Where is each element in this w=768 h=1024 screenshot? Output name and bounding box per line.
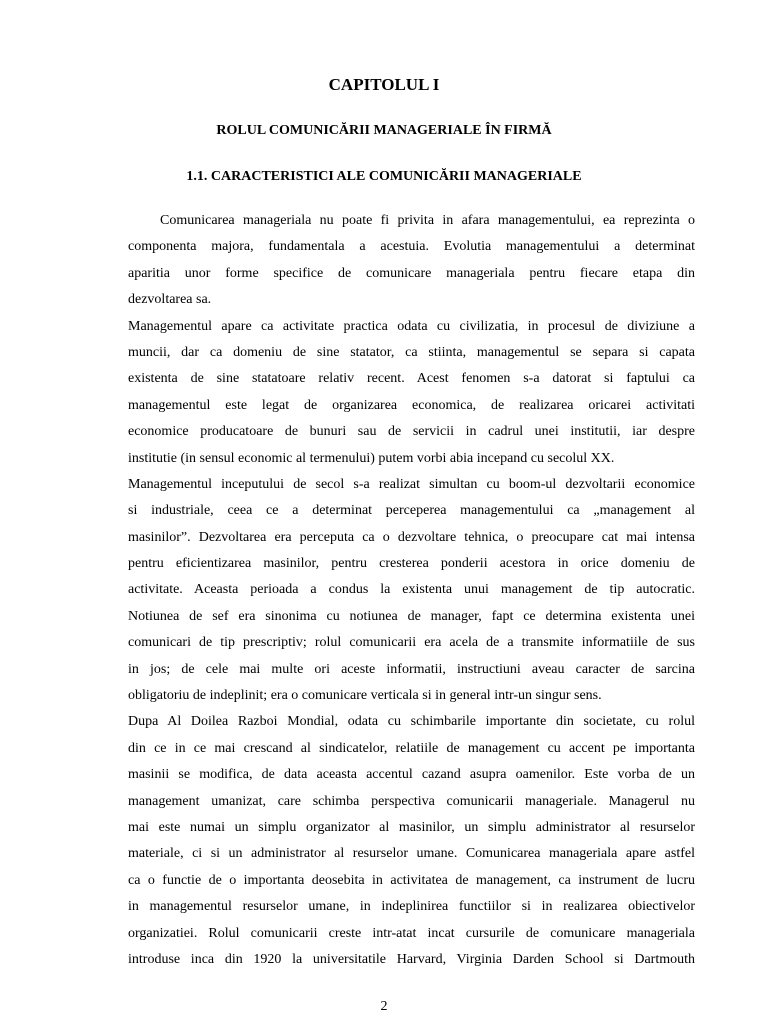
paragraph-line: Managementul inceputului de secol s-a realizat simultan cu boom-ul dezvoltarii economice — [128, 476, 695, 492]
paragraph-line: ca o functie de o importanta deosebita in activitatea de management, ca instrument de lucru — [128, 872, 695, 888]
paragraph-line: activitate. Aceasta perioada a condus la existenta unui management de tip autocratic. — [128, 582, 695, 598]
paragraph-line: masinii se modifica, de data aceasta accentul cazand asupra oamenilor. Este vorba de un — [128, 767, 695, 783]
section-heading: ROLUL COMUNICĂRII MANAGERIALE ÎN FIRMĂ — [216, 123, 552, 138]
paragraph-line: Managementul apare ca activitate practica odata cu civilizatia, in procesul de diviziune a — [128, 318, 695, 334]
paragraph-line: materiale, ci si un administrator al resurselor umane. Comunicarea manageriala apare astfel — [128, 846, 695, 862]
paragraph-line: in jos; de cele mai multe ori aceste informatii, instructiuni aveau caracter de sarcina — [128, 661, 695, 677]
paragraph-line: masinilor”. Dezvoltarea era perceputa ca o dezvoltare tehnica, o preocupare cat mai intensa — [128, 529, 695, 545]
paragraph-line: din ce in ce mai crescand al sindicatelor, relatiile de management cu accent pe importanta — [128, 740, 695, 756]
paragraph-line: obligatoriu de indeplinit; era o comunicare verticala si in general intr-un singur sens. — [128, 688, 602, 704]
paragraph-line: organizatiei. Rolul comunicarii creste intr-atat incat cursurile de comunicare manageriala — [128, 925, 695, 941]
paragraph-line: componenta majora, fundamentala a acestuia. Evolutia managementului a determinat — [128, 239, 695, 255]
paragraph-line: introduse inca din 1920 la universitatile Harvard, Virginia Darden School si Dartmouth — [128, 951, 695, 967]
body-text — [128, 208, 695, 973]
paragraph-line: dezvoltarea sa. — [128, 292, 212, 308]
paragraph-line: existenta de sine statatoare relativ recent. Acest fenomen s-a datorat si faptului ca — [128, 371, 695, 387]
paragraph-line: Notiunea de sef era sinonima cu notiunea de manager, fapt ce determina existenta unei — [128, 608, 695, 624]
paragraph-line: managementul este legat de organizarea economica, de realizarea oricarei activitati — [128, 397, 695, 413]
paragraph-line: Dupa Al Doilea Razboi Mondial, odata cu schimbarile importante din societate, cu rolul — [128, 714, 695, 730]
paragraph-line: management umanizat, care schimba perspectiva comunicarii manageriale. Managerul nu — [128, 793, 695, 809]
paragraph-line: mai este numai un simplu organizator al masinilor, un simplu administrator al resurselor — [128, 819, 695, 835]
paragraph-line: institutie (in sensul economic al termenului) putem vorbi abia incepand cu secolul XX. — [128, 450, 615, 466]
page-number: 2 — [380, 999, 388, 1014]
paragraph-line: aparitia unor forme specifice de comunicare manageriala pentru fiecare etapa din — [128, 265, 695, 281]
paragraph-line: Comunicarea manageriala nu poate fi privita in afara managementului, ea reprezinta o — [160, 213, 695, 228]
paragraph-line: pentru eficientizarea masinilor, pentru cresterea ponderii acestora in orice domeniu de — [128, 556, 695, 572]
paragraph-line: muncii, dar ca domeniu de sine statator, ca stiinta, managementul se separa si capata — [128, 344, 695, 360]
paragraph-line: comunicari de tip prescriptiv; rolul comunicarii era acela de a transmite informatiile de sus — [128, 635, 695, 651]
paragraph-line: economice producatoare de bunuri sau de servicii in cadrul unei institutii, iar despre — [128, 424, 695, 440]
paragraph-line: in managementul resurselor umane, in indeplinirea functiilor si in realizarea obiectivelor — [128, 899, 695, 915]
chapter-title: CAPITOLUL I — [328, 75, 440, 94]
paragraph-line: si industriale, ceea ce a determinat perceperea managementului ca „management al — [128, 503, 695, 519]
subsection-heading: 1.1. CARACTERISTICI ALE COMUNICĂRII MANAGERIALE — [186, 169, 582, 184]
